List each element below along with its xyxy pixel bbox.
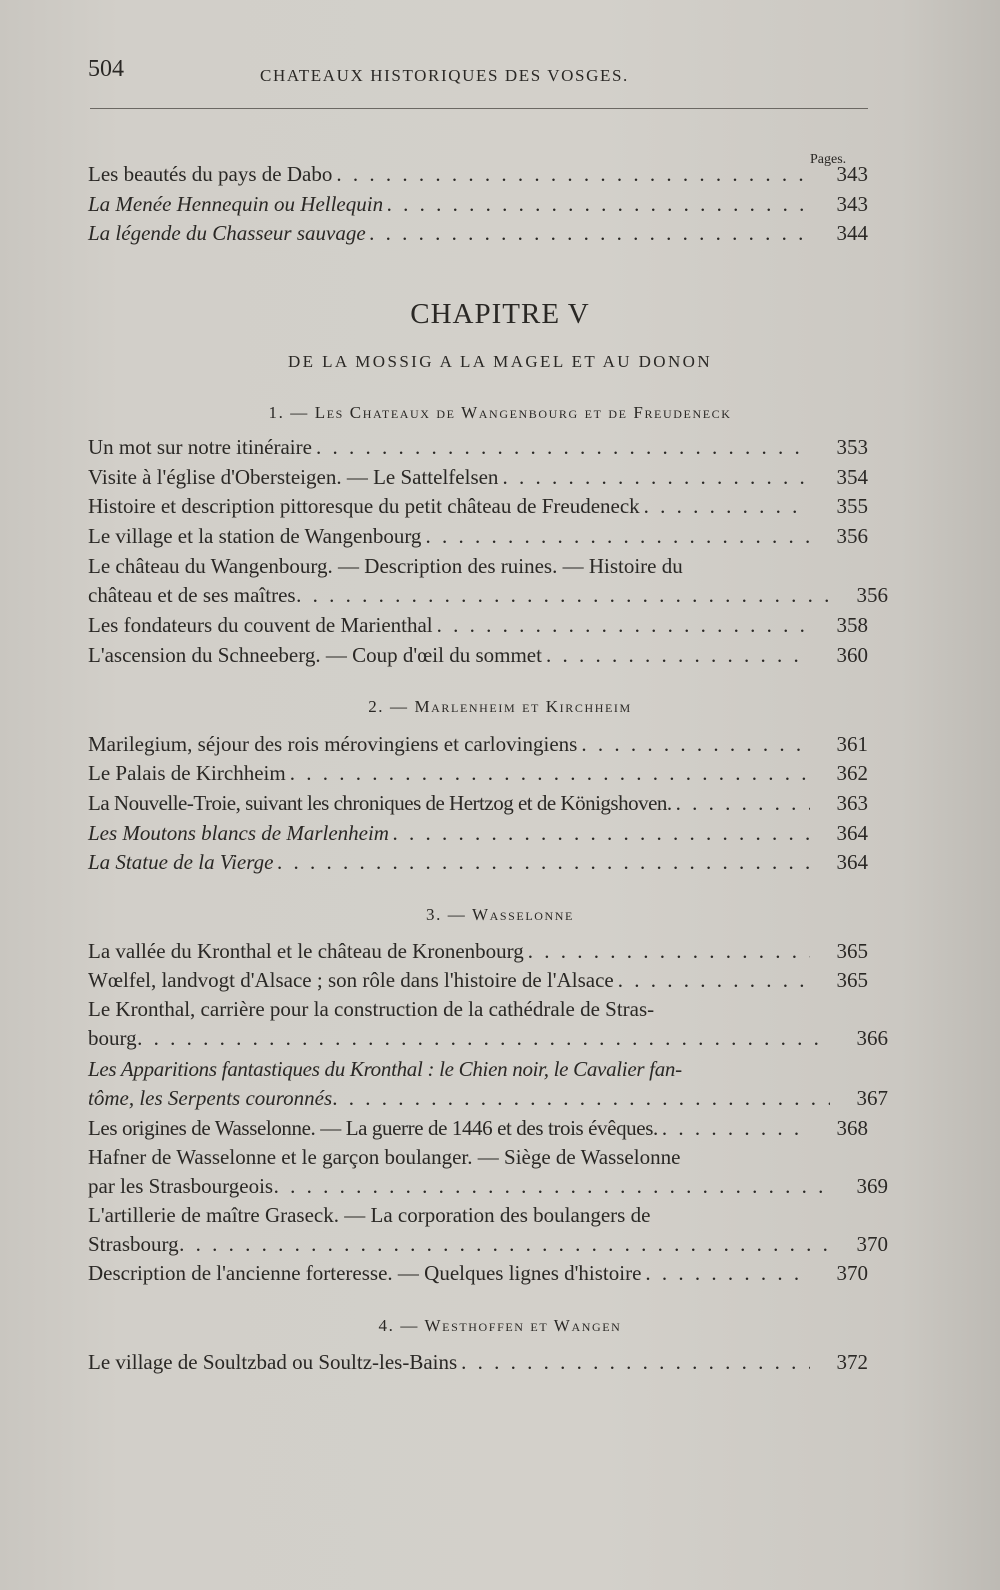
entry-title: Le village de Soultzbad ou Soultz-les-Bains bbox=[88, 1350, 458, 1374]
entry-title: L'artillerie de maître Graseck. — La corporation des boulangers de bbox=[88, 1203, 651, 1227]
entry-page: 356 bbox=[836, 524, 868, 548]
entry-title: Le château du Wangenbourg. — Description des ruines. — Histoire du bbox=[88, 554, 683, 578]
entry-title: Hafner de Wasselonne et le garçon boulanger. — Siège de Wasselonne bbox=[88, 1145, 681, 1169]
entry-title: Description de l'ancienne forteresse. — Quelques lignes d'histoire bbox=[88, 1261, 642, 1285]
entry-title: Les Moutons blancs de Marlenheim bbox=[88, 821, 389, 845]
entry-title: Les fondateurs du couvent de Marienthal bbox=[88, 613, 433, 637]
chapter-title: CHAPITRE V bbox=[410, 298, 590, 330]
dot-leader bbox=[641, 1259, 810, 1288]
dot-leader bbox=[332, 1084, 830, 1113]
dot-leader bbox=[457, 1348, 810, 1377]
dot-leader bbox=[286, 759, 810, 788]
page-number: 504 bbox=[88, 56, 124, 82]
toc-entry bbox=[88, 219, 868, 248]
toc-entry bbox=[88, 995, 888, 1053]
entry-title-continued: Strasbourg bbox=[88, 1232, 179, 1256]
dot-leader bbox=[296, 581, 830, 610]
toc-entry bbox=[88, 1055, 888, 1113]
dot-leader bbox=[614, 966, 810, 995]
entry-title: Visite à l'église d'Obersteigen. — Le Sattelfelsen bbox=[88, 465, 499, 489]
entry-title: Les beautés du pays de Dabo bbox=[88, 162, 333, 186]
toc-entry bbox=[88, 1259, 868, 1288]
entry-title-continued: tôme, les Serpents couronnés bbox=[88, 1086, 333, 1110]
dot-leader bbox=[433, 611, 810, 640]
entry-page: 354 bbox=[836, 465, 868, 489]
header-rule bbox=[90, 108, 868, 109]
dot-leader bbox=[179, 1230, 830, 1259]
toc-entry bbox=[88, 641, 868, 670]
entry-page: 363 bbox=[836, 791, 868, 815]
chapter-subtitle: DE LA MOSSIG A LA MAGEL ET AU DONON bbox=[287, 352, 713, 371]
toc-entry bbox=[88, 1114, 868, 1143]
entry-title: Les origines de Wasselonne. — La guerre de 1446 et des trois évêques. bbox=[88, 1116, 658, 1140]
toc-entry bbox=[88, 160, 868, 189]
entry-title: Le Palais de Kirchheim bbox=[88, 761, 286, 785]
dot-leader bbox=[366, 219, 810, 248]
entry-title: La légende du Chasseur sauvage bbox=[88, 221, 366, 245]
entry-title: La vallée du Kronthal et le château de Kronenbourg bbox=[88, 939, 524, 963]
entry-page: 355 bbox=[836, 494, 868, 518]
entry-page: 369 bbox=[856, 1174, 888, 1198]
entry-page: 343 bbox=[836, 162, 868, 186]
entry-page: 344 bbox=[836, 221, 868, 245]
entry-title-continued: bourg bbox=[88, 1026, 137, 1050]
entry-title: Marilegium, séjour des rois mérovingiens et carlovingiens bbox=[88, 732, 578, 756]
entry-page: 353 bbox=[836, 435, 868, 459]
entry-title: Wœlfel, landvogt d'Alsace ; son rôle dans l'histoire de l'Alsace bbox=[88, 968, 614, 992]
dot-leader bbox=[312, 433, 810, 462]
entry-title: La Menée Hennequin ou Hellequin bbox=[88, 192, 384, 216]
entry-page: 360 bbox=[836, 643, 868, 667]
toc-entry bbox=[88, 1143, 888, 1201]
dot-leader bbox=[273, 848, 810, 877]
toc-entry bbox=[88, 1348, 868, 1377]
section-heading: 1. — Les Chateaux de Wangenbourg et de Freudeneck bbox=[268, 403, 732, 422]
toc-entry bbox=[88, 190, 868, 219]
dot-leader bbox=[389, 819, 810, 848]
section-heading: 4. — Westhoffen et Wangen bbox=[378, 1316, 622, 1335]
entry-page: 362 bbox=[836, 761, 868, 785]
entry-title: Le village et la station de Wangenbourg bbox=[88, 524, 422, 548]
dot-leader bbox=[273, 1172, 830, 1201]
toc-entry bbox=[88, 730, 868, 759]
dot-leader bbox=[658, 1114, 810, 1143]
entry-page: 343 bbox=[836, 192, 868, 216]
entry-title-continued: château et de ses maîtres bbox=[88, 583, 296, 607]
toc-entry bbox=[88, 463, 868, 492]
dot-leader bbox=[577, 730, 810, 759]
entry-title: Le Kronthal, carrière pour la construction de la cathédrale de Stras- bbox=[88, 997, 655, 1021]
entry-title: Histoire et description pittoresque du petit château de Freudeneck bbox=[88, 494, 640, 518]
toc-entry bbox=[88, 522, 868, 551]
toc-entry bbox=[88, 848, 868, 877]
entry-title: Les Apparitions fantastiques du Kronthal : le Chien noir, le Cavalier fan- bbox=[88, 1057, 682, 1081]
entry-title-continued: par les Strasbourgeois bbox=[88, 1174, 274, 1198]
toc-entry bbox=[88, 433, 868, 462]
toc-entry bbox=[88, 552, 888, 610]
dot-leader bbox=[640, 492, 810, 521]
toc-entry bbox=[88, 819, 868, 848]
dot-leader bbox=[672, 789, 810, 818]
section-heading: 3. — Wasselonne bbox=[426, 905, 574, 924]
toc-entry bbox=[88, 611, 868, 640]
entry-page: 356 bbox=[856, 583, 888, 607]
toc-entry bbox=[88, 966, 868, 995]
entry-page: 365 bbox=[836, 968, 868, 992]
dot-leader bbox=[524, 937, 810, 966]
dot-leader bbox=[332, 160, 810, 189]
entry-page: 370 bbox=[836, 1261, 868, 1285]
entry-page: 364 bbox=[836, 850, 868, 874]
entry-page: 358 bbox=[836, 613, 868, 637]
entry-title: Un mot sur notre itinéraire bbox=[88, 435, 312, 459]
section-heading: 2. — Marlenheim et Kirchheim bbox=[368, 697, 632, 716]
entry-page: 372 bbox=[836, 1350, 868, 1374]
toc-entry bbox=[88, 789, 868, 818]
entry-page: 367 bbox=[856, 1086, 888, 1110]
dot-leader bbox=[421, 522, 810, 551]
dot-leader bbox=[498, 463, 810, 492]
entry-page: 368 bbox=[836, 1116, 868, 1140]
entry-page: 366 bbox=[856, 1026, 888, 1050]
entry-title: L'ascension du Schneeberg. — Coup d'œil du sommet bbox=[88, 643, 542, 667]
toc-entry bbox=[88, 1201, 888, 1259]
toc-entry bbox=[88, 492, 868, 521]
pages-column-label: Pages. bbox=[810, 152, 847, 167]
page-header bbox=[88, 56, 868, 96]
dot-leader bbox=[137, 1024, 830, 1053]
toc-entry bbox=[88, 937, 868, 966]
toc-entry bbox=[88, 759, 868, 788]
running-title: CHATEAUX HISTORIQUES DES VOSGES. bbox=[260, 66, 629, 85]
entry-title: La Statue de la Vierge bbox=[88, 850, 274, 874]
entry-page: 361 bbox=[836, 732, 868, 756]
entry-title: La Nouvelle-Troie, suivant les chroniques de Hertzog et de Königshoven. bbox=[88, 791, 672, 815]
dot-leader bbox=[542, 641, 810, 670]
entry-page: 365 bbox=[836, 939, 868, 963]
entry-page: 364 bbox=[836, 821, 868, 845]
dot-leader bbox=[383, 190, 810, 219]
entry-page: 370 bbox=[856, 1232, 888, 1256]
